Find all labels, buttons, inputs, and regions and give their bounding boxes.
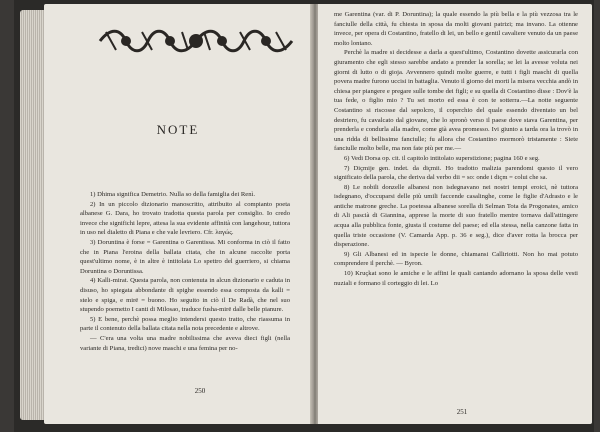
note-paragraph: 3) Doruntina è forse = Garentina o Garentissa. Mi conforma in ciò il fatto che in Piana l'eroina della ballata citata, che in alcune raccolte porta quest'ultimo nome, è in altre è intitolata Lo spettro del guerriero, si chiama Doruntina o Doruntissa. [80,238,290,275]
note-paragraph: 8) Le nobili donzelle albanesi non isdegnavano nei nostri tempi eroici, nè tuttora isdegnano, d'occuparsi delle più umili faccende casalinghe, come le figlie d'Adrasto e le antiche matrone greche. La poetessa albanese sorella di Selman Tota da Progonates, amico di Ali pascià di Giannina, apprese la morte di suo fratello mentre tornava dall'attingere acqua alla pubblica fonte, giusta il costume del paese; ed ella stessa, nella canzone fatta in quella triste occasione (V. Camarda App. p. 36 e seg.), dice d'aver rotta la brocca per disperazione. [334,183,578,249]
ornament-header-icon [96,26,296,56]
note-paragraph: Perchè la madre si decidesse a darla a quest'ultimo, Costantino dovette assicurarla con giuramento che egli stesso sarebbe andato a prender la sorella; se lei la avesse voluta nei giorni di lutto o di gioja. Avvennero quindi molte guerre, e tutti i figli maschi di quella povera madre furono uccisi in battaglia. Venuto il giorno dei morti la misera vecchia andò in chiesa per piangere e pregare sulle tombe dei figli; e su quella di Costantino disse : Dov'è la tua fede, o figlio mio ? Tu sei morto ed essa è con te sotterra.—La notte seguente Costantino si riscosse dal sepolcro, il coperchio del quale essendo diventato un bel destriero, fu cavalcato dal giovane, che lo spronò verso il paese dove stava Garentina, per prenderla e condurla alla madre, come già avea promesso. Ivi giunto a tarda ora la trovò in una ridda di bellissime fanciulle; fu allora che Costantino mormorò tristamente : Siete fanciulle molto belle, ma non fate più per me.— [334,49,578,153]
page-title: NOTE [156,122,200,137]
note-paragraph: 1) Dhima significa Demetrio. Nulla so della famiglia dei Renì. [90,191,255,198]
note-paragraph: — C'era una volta una madre nobilissima che aveva dieci figli (nella variante di Piana, tredici) nove maschi e una femina per no- [80,334,290,352]
page-number-right: 251 [456,408,468,416]
note-paragraph: 10) Kruçkat sono le amiche e le affini le quali cantando adornano la sposa delle vesti nuziali e formano il corteggio di lei. Lo [334,270,578,287]
right-notes-text [334,10,578,288]
right-page [318,4,592,424]
page-number-left: 250 [194,387,206,395]
left-notes-text [80,190,290,353]
open-book [14,0,594,432]
note-paragraph: me Garentina (var. di P. Doruntina); la quale essendo la più bella e la più vezzosa tra le fanciulle della città, fu chiesta in sposa da molti giovani patrizi; ma invano. La ottenne invece, per opera di Costantino, fratello di lei, un bello e gentil cavaliere venuto da un paese molto lontano. [334,11,578,47]
note-paragraph: 5) E bene, perchè possa meglio intendersi questo tratto, che riassuma in parte il contenuto della ballata citata nella nota precedente e altrove. [80,315,290,333]
note-paragraph: 4) Kalli-mirat. Questa parola, non contenuta in alcun dizionario e caduta in disuso, ho spiegata abbondante di spighe essendo essa composta da kalli = stelo e spiga, e mirë = buono. Ho seguito in ciò il De Radà, che nel suo stupendo poemetto I canti di Milosao, traduce fusha-mirë dalle belle pianure. [80,277,290,314]
left-page [44,4,312,424]
note-paragraph: 9) Gli Albanesi ed in ispecie le donne, chiamansi Calliriotti. Non ho mai potuto comprendere il perchè. — Byron. [334,250,578,268]
page-edges [20,10,46,420]
note-paragraph: 2) In un piccolo dizionario manoscritto, attribuito al compianto poeta albanese G. Dara, ho trovato tradotta questa parola per consiglio. Io credo invece che significhi lepre, attesa la sua evidente affinità con langehour, tuttora in uso nel dialetto di Piana e che vale levriero. Cfr. λαγώς. [80,200,290,237]
note-paragraph: 7) Diçmije gen. indet. da diçmii. Ho tradotto malizia parendomi questo il vero significato della parola, che deriva dal verbo dii = so: onde i diçm = colui che sa. [334,164,578,182]
note-paragraph: 6) Vedi Dorsa op. cit. il capitolo intitolato superstizione; pagina 160 e seg. [344,154,540,162]
